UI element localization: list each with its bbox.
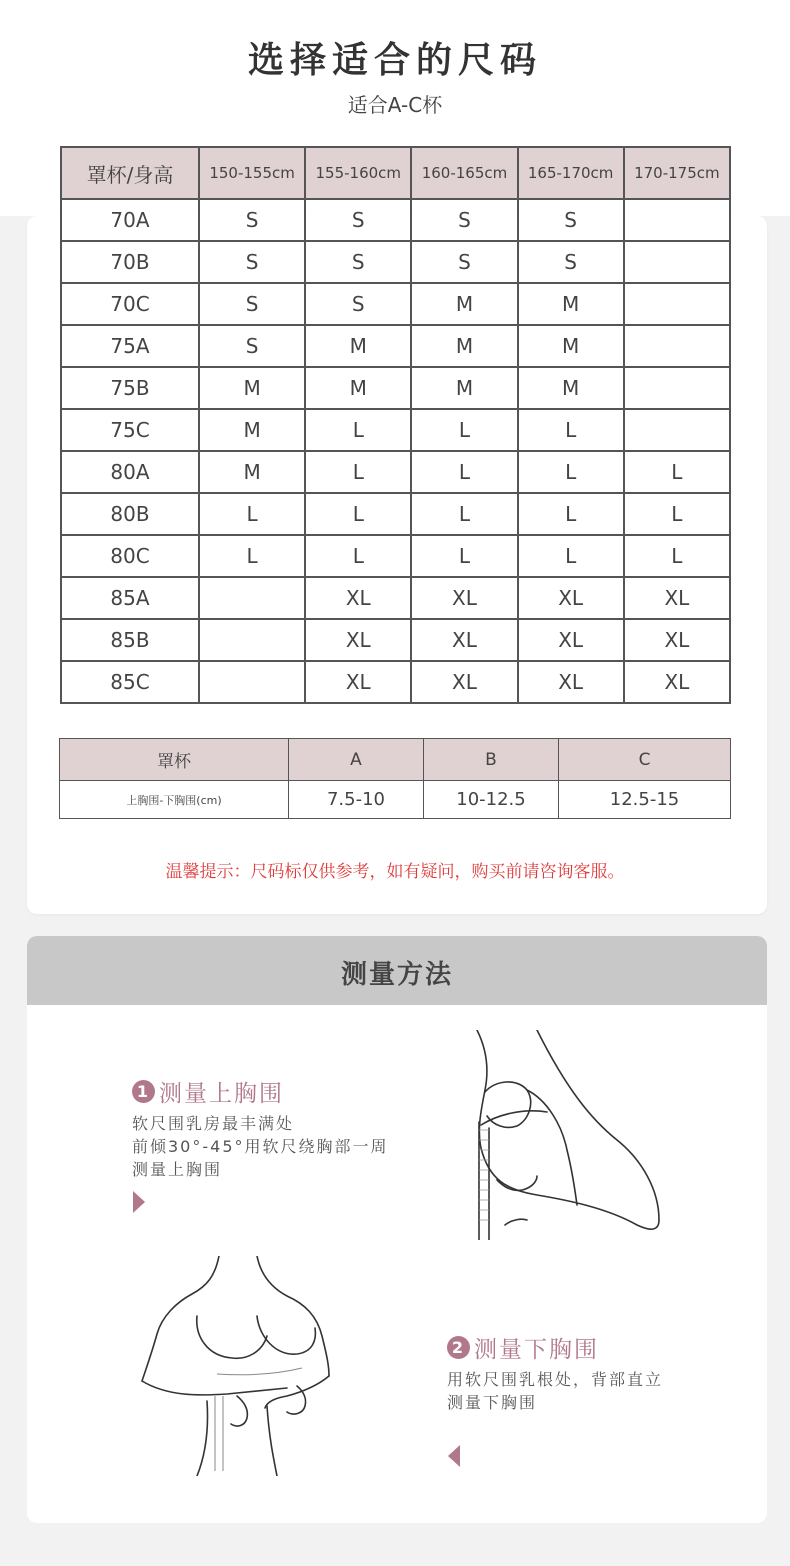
size-table-row: [61, 577, 730, 619]
cup-table-header: A: [289, 739, 424, 781]
size-table-row: [61, 661, 730, 703]
size-cell: [199, 577, 305, 619]
size-cell: L: [305, 535, 411, 577]
height-column-header: 160-165cm: [411, 147, 517, 199]
cup-table-row: [60, 781, 731, 819]
size-cell: L: [518, 409, 624, 451]
size-cell: [199, 619, 305, 661]
cup-table: [59, 738, 731, 819]
size-cell: XL: [411, 661, 517, 703]
size-cell: L: [624, 451, 730, 493]
upper-bust-illustration: [467, 1030, 667, 1240]
height-column-header: 155-160cm: [305, 147, 411, 199]
cup-size-cell: 85A: [61, 577, 199, 619]
size-table-row: [61, 199, 730, 241]
size-cell: XL: [624, 619, 730, 661]
step1-number-icon: 1: [132, 1080, 155, 1103]
size-cell: XL: [518, 577, 624, 619]
size-table-row: [61, 619, 730, 661]
size-cell: L: [305, 451, 411, 493]
cup-size-cell: 85C: [61, 661, 199, 703]
cup-size-cell: 70A: [61, 199, 199, 241]
size-table-row: [61, 367, 730, 409]
size-cell: L: [411, 535, 517, 577]
size-cell: L: [199, 493, 305, 535]
size-cell: [624, 367, 730, 409]
size-cell: M: [199, 409, 305, 451]
size-cell: L: [518, 535, 624, 577]
height-column-header: 150-155cm: [199, 147, 305, 199]
cup-size-cell: 70B: [61, 241, 199, 283]
size-cell: L: [411, 451, 517, 493]
size-cell: XL: [518, 661, 624, 703]
step2-title: [447, 1331, 599, 1364]
size-cell: S: [199, 241, 305, 283]
cup-size-cell: 80C: [61, 535, 199, 577]
cup-table-header-row: [60, 739, 731, 781]
size-cell: XL: [411, 619, 517, 661]
cup-size-cell: 75A: [61, 325, 199, 367]
cup-size-cell: 80B: [61, 493, 199, 535]
step1-title-text: 测量上胸围: [159, 1081, 284, 1107]
size-cell: L: [411, 409, 517, 451]
size-cell: S: [305, 283, 411, 325]
height-column-header: 170-175cm: [624, 147, 730, 199]
size-cell: L: [305, 493, 411, 535]
size-cell: L: [305, 409, 411, 451]
height-column-header: 165-170cm: [518, 147, 624, 199]
size-table-row: [61, 409, 730, 451]
size-cell: S: [411, 199, 517, 241]
cup-size-cell: 85B: [61, 619, 199, 661]
cup-table-cell: 10-12.5: [424, 781, 559, 819]
cup-size-cell: 80A: [61, 451, 199, 493]
step1-description: [132, 1112, 389, 1181]
size-cell: S: [199, 199, 305, 241]
size-cell: M: [411, 367, 517, 409]
measure-title: 测量方法: [340, 960, 453, 990]
cup-table-cell: 7.5-10: [289, 781, 424, 819]
size-cell: M: [305, 325, 411, 367]
cup-size-cell: 70C: [61, 283, 199, 325]
size-table-row: [61, 451, 730, 493]
size-table-row: [61, 535, 730, 577]
cup-table-header: 罩杯: [60, 739, 289, 781]
step2-line: 用软尺围乳根处，背部直立: [447, 1370, 664, 1389]
size-table-row: [61, 325, 730, 367]
measure-card-header: [27, 936, 767, 1005]
size-cell: [624, 241, 730, 283]
size-cell: XL: [305, 619, 411, 661]
size-cell: [624, 283, 730, 325]
step1-title: [132, 1075, 284, 1108]
triangle-left-icon: [448, 1445, 460, 1467]
size-cell: L: [518, 451, 624, 493]
size-cell: XL: [305, 661, 411, 703]
step2-number-icon: 2: [447, 1336, 470, 1359]
size-cell: XL: [518, 619, 624, 661]
triangle-right-icon: [133, 1191, 145, 1213]
size-cell: XL: [624, 661, 730, 703]
size-cell: S: [199, 325, 305, 367]
size-cell: XL: [305, 577, 411, 619]
size-cell: L: [624, 493, 730, 535]
tip-text: 温馨提示：尺码标仅供参考，如有疑问，购买前请咨询客服。: [165, 862, 625, 882]
size-cell: M: [518, 325, 624, 367]
size-table-corner: 罩杯/身高: [61, 147, 199, 199]
size-table-body: [61, 199, 730, 703]
size-cell: S: [305, 241, 411, 283]
step1-line: 前倾30°-45°用软尺绕胸部一周: [132, 1137, 389, 1156]
size-table-row: [61, 241, 730, 283]
size-cell: L: [518, 493, 624, 535]
size-cell: M: [199, 451, 305, 493]
size-table: [60, 146, 731, 704]
under-bust-illustration: [137, 1256, 357, 1476]
size-table-row: [61, 283, 730, 325]
page-subtitle: 适合A-C杯: [347, 93, 443, 117]
size-cell: S: [518, 199, 624, 241]
size-cell: S: [305, 199, 411, 241]
step2-title-text: 测量下胸围: [474, 1337, 599, 1363]
size-cell: S: [411, 241, 517, 283]
size-cell: [624, 199, 730, 241]
size-cell: L: [624, 535, 730, 577]
page-title: 选择适合的尺码: [247, 40, 542, 81]
size-cell: L: [411, 493, 517, 535]
size-cell: [624, 409, 730, 451]
step1-line: 测量上胸围: [132, 1160, 223, 1179]
size-cell: XL: [411, 577, 517, 619]
step2-description: [447, 1368, 663, 1414]
cup-table-cell: 12.5-15: [559, 781, 731, 819]
size-cell: S: [518, 241, 624, 283]
step1-line: 软尺围乳房最丰满处: [132, 1114, 295, 1133]
size-cell: [624, 325, 730, 367]
size-cell: M: [518, 367, 624, 409]
size-cell: S: [199, 283, 305, 325]
cup-table-row-label: 上胸围-下胸围(cm): [60, 781, 289, 819]
size-table-row: [61, 493, 730, 535]
cup-size-cell: 75B: [61, 367, 199, 409]
measure-card: [27, 936, 767, 1523]
size-table-header-row: [61, 147, 730, 199]
cup-size-cell: 75C: [61, 409, 199, 451]
size-cell: M: [305, 367, 411, 409]
size-cell: L: [199, 535, 305, 577]
size-cell: M: [518, 283, 624, 325]
size-cell: M: [411, 283, 517, 325]
size-cell: M: [411, 325, 517, 367]
step2-line: 测量下胸围: [447, 1393, 538, 1412]
size-cell: XL: [624, 577, 730, 619]
size-cell: M: [199, 367, 305, 409]
size-cell: [199, 661, 305, 703]
cup-table-header: B: [424, 739, 559, 781]
cup-table-header: C: [559, 739, 731, 781]
